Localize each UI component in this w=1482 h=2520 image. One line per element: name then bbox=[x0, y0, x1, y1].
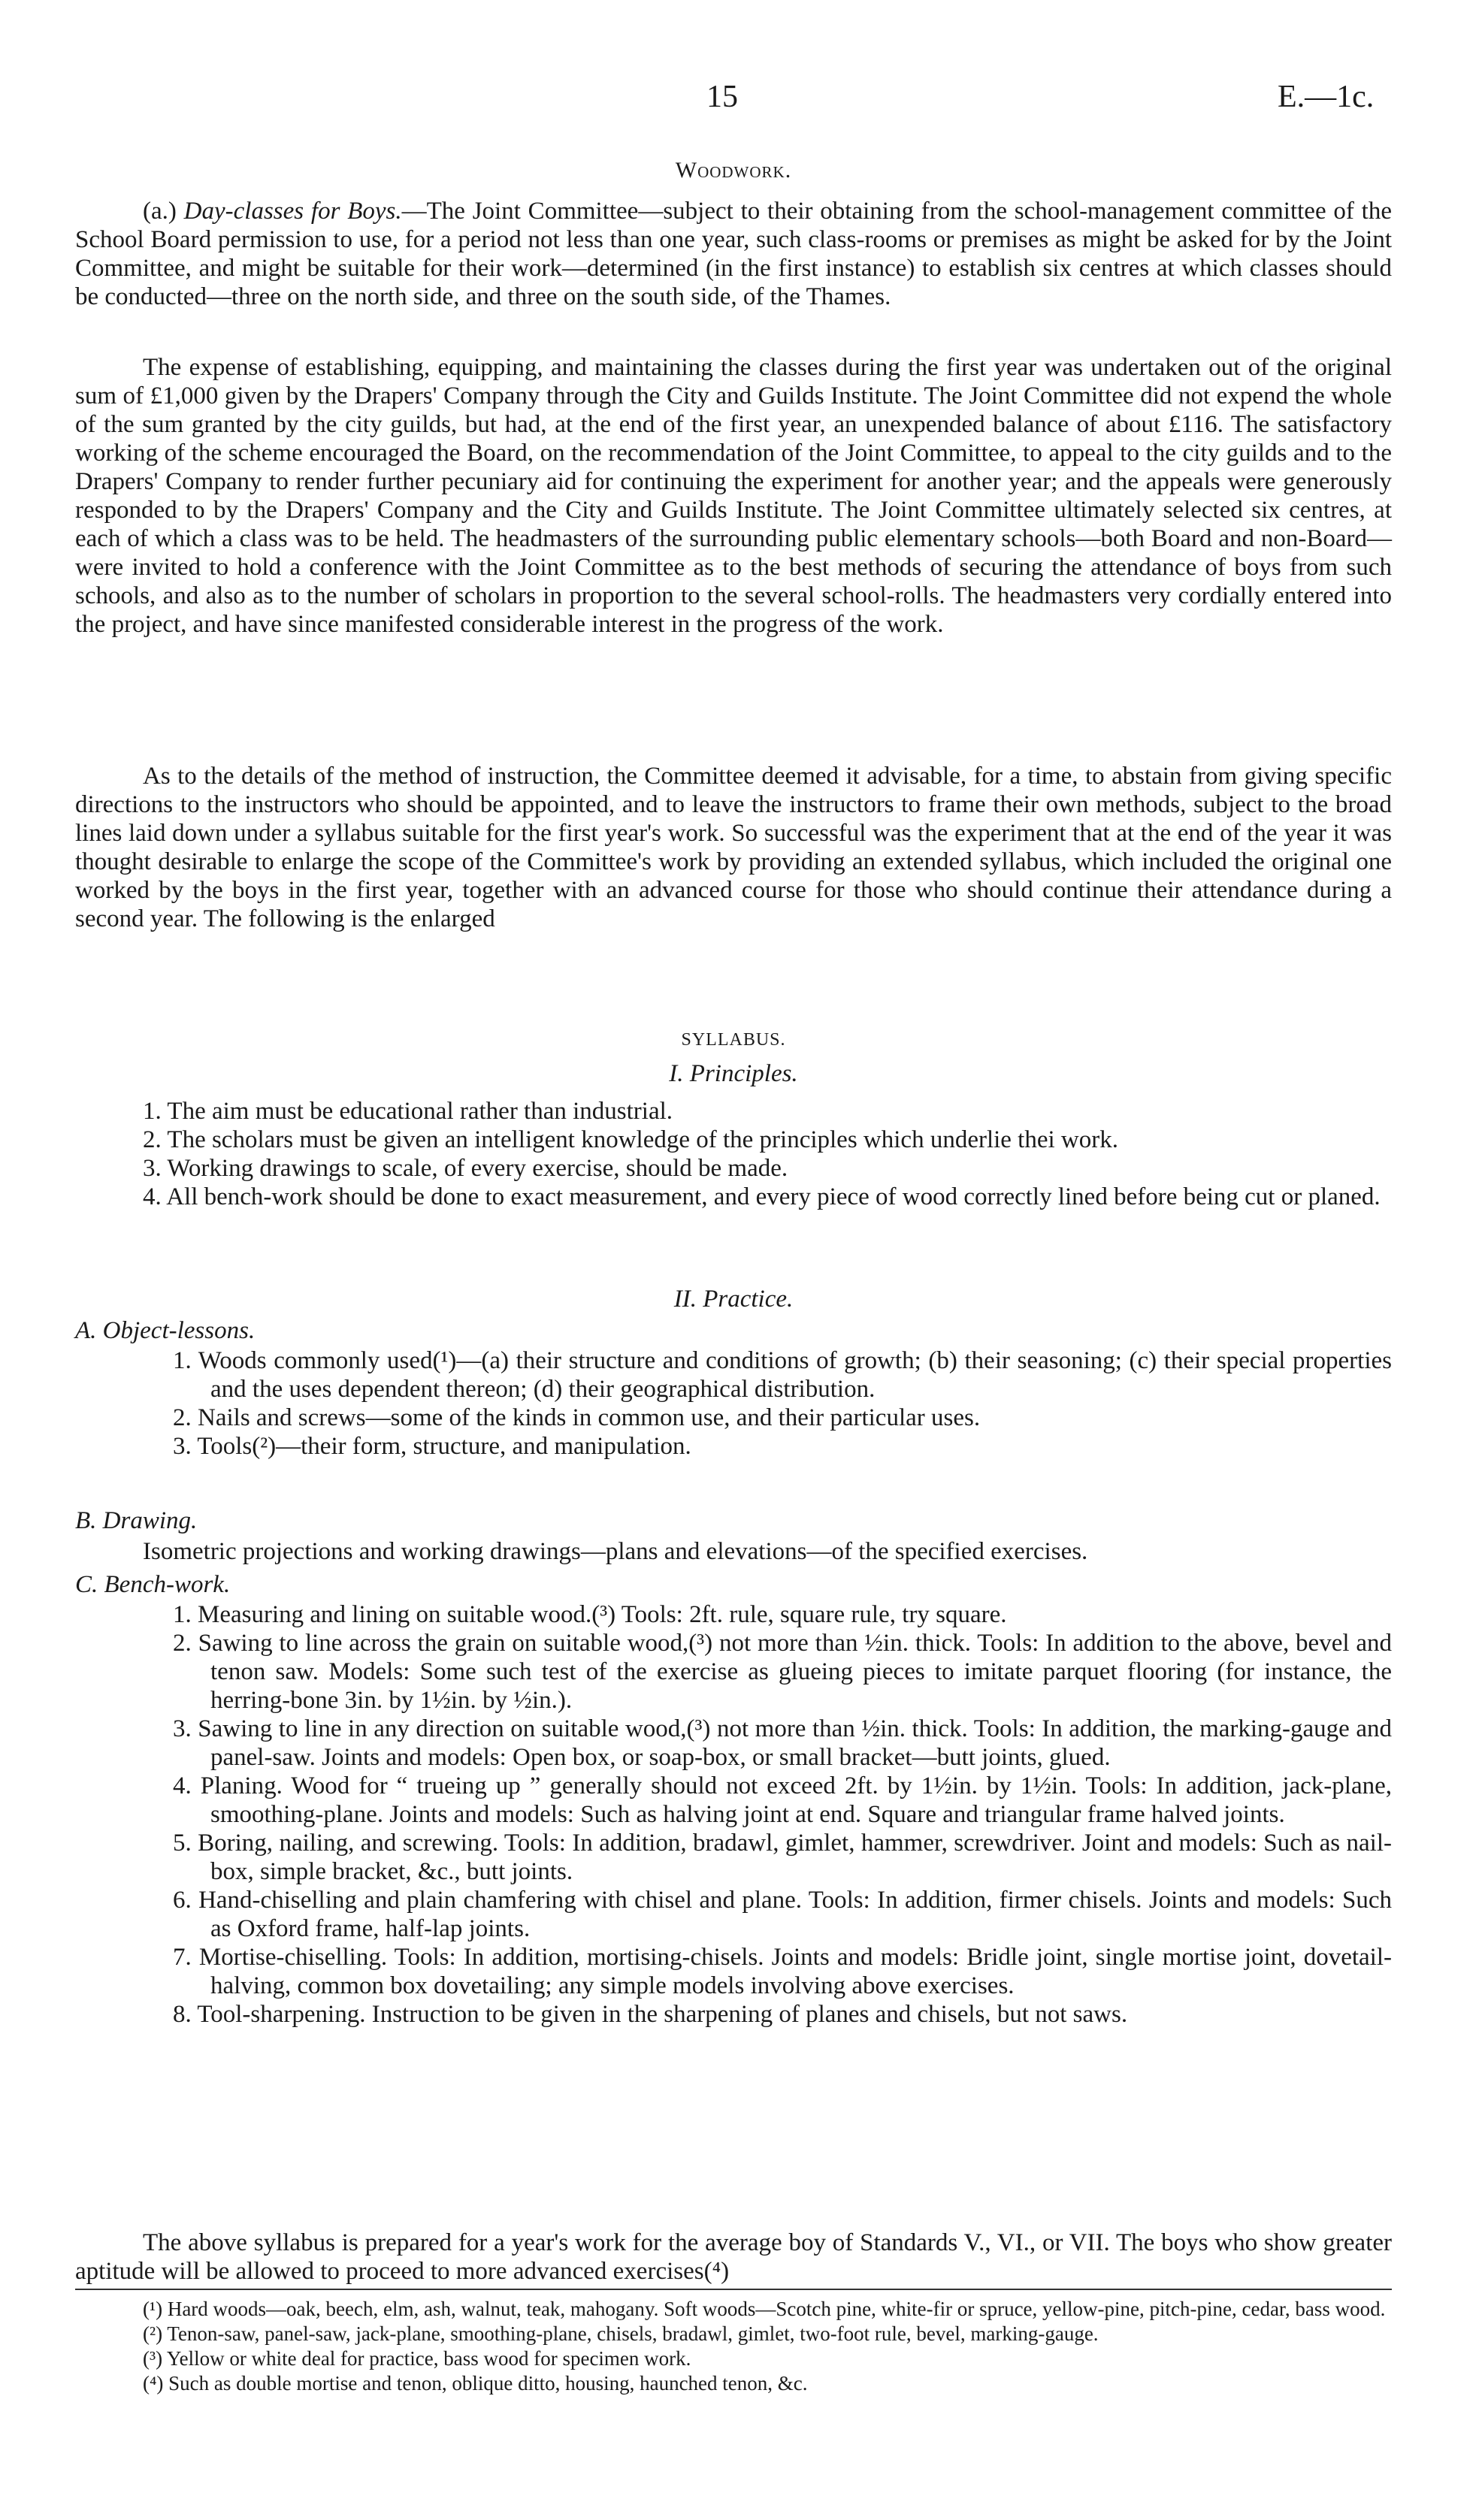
list-item bbox=[75, 1715, 1392, 1772]
item-number: 2. bbox=[173, 1630, 192, 1657]
footnote bbox=[75, 2347, 1392, 2370]
footnote-divider bbox=[75, 2289, 1392, 2290]
footnotes bbox=[75, 2298, 1392, 2395]
object-lessons-list bbox=[75, 1346, 1392, 1461]
item-number: 2. bbox=[143, 1126, 162, 1153]
item-text: Tool-sharpening. Instruction to be given in the sharpening of planes and chisels, but not saws. bbox=[197, 2001, 1128, 2028]
item-text: Measuring and lining on suitable wood.(³) Tools: 2ft. rule, square rule, try square. bbox=[198, 1601, 1007, 1628]
list-item bbox=[75, 1097, 1392, 1126]
syllabus-title: SYLLABUS. bbox=[681, 1030, 786, 1050]
footnote-text: Hard woods—oak, beech, elm, ash, walnut, teak, mahogany. Soft woods—Scotch pine, white-fir or spruce, yellow-pine, pitch-pine, cedar, bass wood. bbox=[167, 2298, 1386, 2320]
paragraph-label: (a.) bbox=[143, 198, 184, 225]
bench-work-list bbox=[75, 1600, 1392, 2029]
item-text: Tools(²)—their form, structure, and manipulation. bbox=[197, 1433, 691, 1460]
item-text: Boring, nailing, and screwing. Tools: In addition, bradawl, gimlet, hammer, screwdriver. Joint and models: Such as nail-box, simple bracket, &c., butt joints. bbox=[198, 1830, 1393, 1885]
section-a-heading: A. Object-lessons. bbox=[75, 1317, 256, 1344]
document-code: E.—1c. bbox=[1278, 80, 1375, 114]
practice-heading: II. Practice. bbox=[673, 1286, 794, 1313]
item-text: Hand-chiselling and plain chamfering with chisel and plane. Tools: In addition, firmer chisels. Joints and models: Such as Oxford frame, half-lap joints. bbox=[198, 1887, 1392, 1942]
paragraph-label-italic: Day-classes for Boys. bbox=[183, 198, 402, 225]
list-item bbox=[75, 1432, 1392, 1461]
item-text: Mortise-chiselling. Tools: In addition, mortising-chisels. Joints and models: Bridle joint, single mortise joint, dovetail-halving, common box dovetailing; any simple models involving above exercises. bbox=[198, 1944, 1392, 1999]
item-number: 1. bbox=[143, 1098, 162, 1125]
item-number: 5. bbox=[173, 1830, 192, 1857]
list-item bbox=[75, 1629, 1392, 1715]
section-b-heading: B. Drawing. bbox=[75, 1507, 198, 1534]
item-number: 2. bbox=[173, 1404, 192, 1431]
item-number: 8. bbox=[173, 2001, 192, 2028]
list-item bbox=[75, 1126, 1392, 1154]
footnote-mark: (⁴) bbox=[143, 2372, 164, 2395]
item-number: 4. bbox=[143, 1183, 162, 1210]
footnote bbox=[75, 2298, 1392, 2321]
item-text: Sawing to line across the grain on suitable wood,(³) not more than ½in. thick. Tools: In addition to the above, bevel and tenon saw. Models: Some such test of the exercise as glueing pieces to imitate parquet flooring (for instance, the herring-bone 3in. by 1½in. by ½in.). bbox=[198, 1630, 1392, 1714]
item-number: 3. bbox=[143, 1155, 162, 1182]
paragraph-closing: The above syllabus is prepared for a year's work for the average boy of Standards V., VI., or VII. The boys who show greater aptitude will be allowed to proceed to more advanced exercises(⁴) bbox=[75, 2229, 1392, 2285]
footnote-text: Yellow or white deal for practice, bass wood for specimen work. bbox=[166, 2347, 691, 2370]
paragraph-expense: The expense of establishing, equipping, and maintaining the classes during the first year was undertaken out of the original sum of £1,000 given by the Drapers' Company through the City and Guilds Institute. The Joint Committee did not expend the whole of the sum granted by the city guilds, but had, at the end of the first year, an unexpended balance of about £116. The satisfactory working of the scheme encouraged the Board, on the recommendation of the Joint Committee, to appeal to the city guilds and to the Drapers' Company to render further pecuniary aid for continuing the experiment for another year; and the appeals were generously responded to by the Drapers' Company and the City and Guilds Institute. The Joint Committee ultimately selected six centres, at each of which a class was to be held. The headmasters of the surrounding public elementary schools—both Board and non-Board—were invited to hold a conference with the Joint Committee as to the best methods of securing the attendance of boys from such schools, and also as to the number of scholars in proportion to the several school-rolls. The headmasters very cordially entered into the project, and have since manifested considerable interest in the progress of the work. bbox=[75, 354, 1392, 638]
drawing-text: Isometric projections and working drawings—plans and elevations—of the specified exercises. bbox=[143, 1538, 1088, 1565]
list-item bbox=[75, 1943, 1392, 2000]
item-text: All bench-work should be done to exact measurement, and every piece of wood correctly lined before being cut or planed. bbox=[166, 1183, 1381, 1210]
item-text: Woods commonly used(¹)—(a) their structure and conditions of growth; (b) their seasoning; (c) their special properties and the uses dependent thereon; (d) their geographical distribution. bbox=[198, 1347, 1392, 1403]
footnote-mark: (¹) bbox=[143, 2298, 163, 2320]
list-item bbox=[75, 1600, 1392, 1629]
item-text: The scholars must be given an intelligent knowledge of the principles which underlie thei work. bbox=[167, 1126, 1118, 1153]
item-text: Nails and screws—some of the kinds in common use, and their particular uses. bbox=[198, 1404, 981, 1431]
list-item bbox=[75, 1404, 1392, 1432]
item-number: 1. bbox=[173, 1601, 192, 1628]
item-number: 3. bbox=[173, 1715, 192, 1742]
footnote-text: Such as double mortise and tenon, oblique ditto, housing, haunched tenon, &c. bbox=[168, 2372, 808, 2395]
paragraph-day-classes bbox=[75, 197, 1392, 311]
item-text: Planing. Wood for “ trueing up ” generally should not exceed 2ft. by 1½in. by 1½in. Tools: In addition, jack-plane, smoothing-plane. Joints and models: Such as halving joint at end. Square and triangular frame halved joints. bbox=[200, 1772, 1393, 1828]
item-number: 6. bbox=[173, 1887, 192, 1914]
item-number: 1. bbox=[173, 1347, 192, 1374]
item-number: 7. bbox=[173, 1944, 192, 1971]
footnote bbox=[75, 2372, 1392, 2395]
list-item bbox=[75, 1829, 1392, 1886]
list-item bbox=[75, 1886, 1392, 1943]
list-item bbox=[75, 1183, 1392, 1211]
page-number: 15 bbox=[706, 80, 738, 114]
paragraph-method: As to the details of the method of instruction, the Committee deemed it advisable, for a time, to abstain from giving specific directions to the instructors who should be appointed, and to leave the instructors to frame their own methods, subject to the broad lines laid down under a syllabus suitable for the first year's work. So successful was the experiment that at the end of the year it was thought desirable to enlarge the scope of the Committee's work by providing an extended syllabus, which included the original one worked by the boys in the first year, together with an advanced course for those who should continue their attendance during a second year. The following is the enlarged bbox=[75, 763, 1392, 932]
list-item bbox=[75, 1154, 1392, 1183]
item-number: 3. bbox=[173, 1433, 192, 1460]
principles-list bbox=[75, 1097, 1392, 1211]
list-item bbox=[75, 2000, 1392, 2029]
item-text: Sawing to line in any direction on suitable wood,(³) not more than ½in. thick. Tools: In addition, the marking-gauge and panel-saw. Joints and models: Open box, or soap-box, or small bracket—butt joints, glued. bbox=[198, 1715, 1393, 1771]
item-text: Working drawings to scale, of every exercise, should be made. bbox=[167, 1155, 788, 1182]
item-number: 4. bbox=[173, 1772, 192, 1799]
paragraph-body: —The Joint Committee—subject to their obtaining from the school-management committee of the School Board permission to use, for a period not less than one year, such class-rooms or premises as might be asked for by the Joint Committee, and might be suitable for their work—determined (in the first instance) to establish six centres at which classes should be conducted—three on the north side, and three on the south side, of the Thames. bbox=[75, 198, 1392, 310]
footnote-mark: (²) bbox=[143, 2322, 163, 2345]
list-item bbox=[75, 1346, 1392, 1404]
list-item bbox=[75, 1772, 1392, 1829]
section-title-woodwork: Woodwork. bbox=[675, 158, 792, 183]
principles-heading: I. Principles. bbox=[669, 1060, 798, 1087]
footnote bbox=[75, 2322, 1392, 2346]
section-c-heading: C. Bench-work. bbox=[75, 1571, 231, 1598]
item-text: The aim must be educational rather than industrial. bbox=[167, 1098, 673, 1125]
footnote-mark: (³) bbox=[143, 2347, 163, 2370]
footnote-text: Tenon-saw, panel-saw, jack-plane, smoothing-plane, chisels, bradawl, gimlet, two-foot rule, bevel, marking-gauge. bbox=[167, 2322, 1099, 2345]
